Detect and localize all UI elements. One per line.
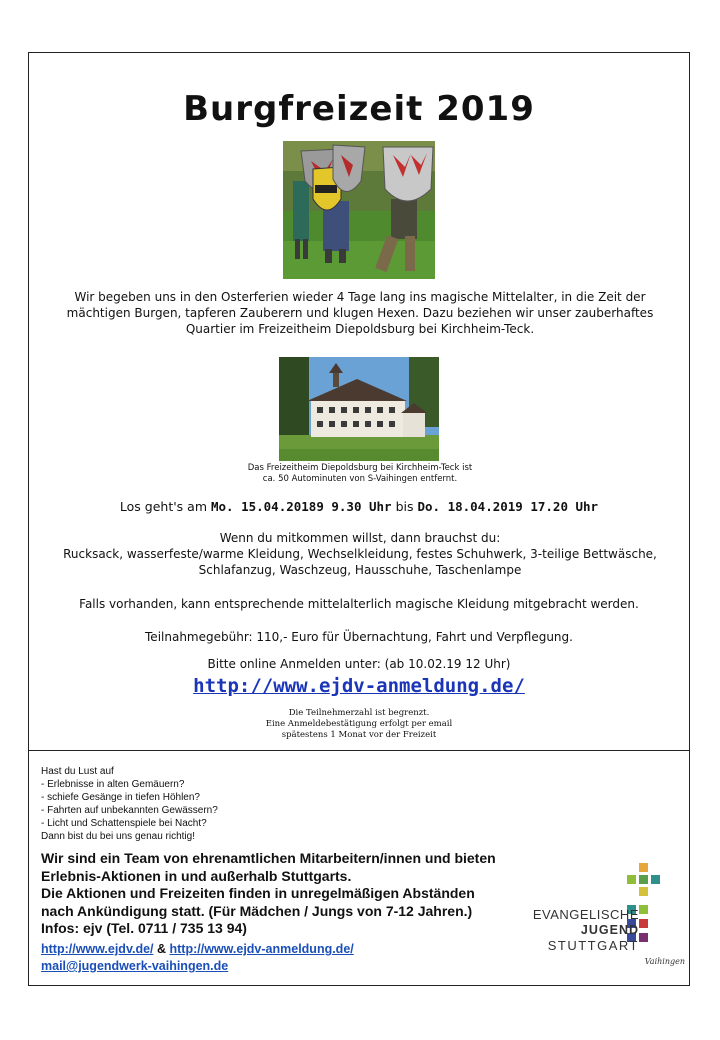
logo-square	[639, 933, 648, 942]
teaser-list	[41, 765, 371, 843]
packing-line: Wenn du mitkommen willst, dann brauchst du:	[219, 531, 501, 545]
end-date: Do. 18.04.2019 17.20 Uhr	[417, 499, 599, 514]
signup-note: Bitte online Anmelden unter: (ab 10.02.19 12 Uhr)	[207, 657, 511, 671]
dates-prefix: Los geht's am	[119, 499, 211, 514]
building-photo	[279, 357, 439, 461]
logo-square	[639, 919, 648, 928]
teaser-line: - Licht und Schattenspiele bei Nacht?	[41, 818, 207, 829]
limit-line: Eine Anmeldebestätigung erfolgt per email	[265, 719, 453, 729]
ejs-logo	[517, 863, 687, 975]
caption-line: Das Freizeitheim Diepoldsburg bei Kirchheim-Teck ist	[247, 463, 473, 473]
limit-note	[29, 708, 689, 741]
knights-photo	[283, 141, 435, 279]
logo-line: EVANGELISCHE	[532, 907, 639, 922]
building-photo-image	[279, 357, 439, 461]
logo-square	[627, 875, 636, 884]
photo-caption	[189, 463, 531, 485]
packing-line: Schlafanzug, Waschzeug, Hausschuhe, Taschenlampe	[198, 563, 522, 577]
participation-fee: Teilnahmegebühr: 110,- Euro für Übernachtung, Fahrt und Verpflegung.	[145, 630, 573, 644]
team-line: Infos: ejv (Tel. 0711 / 735 13 94)	[41, 920, 247, 936]
intro-line: Wir begeben uns in den Osterferien wieder 4 Tage lang ins magische Mittelalter, in die Zeit der	[74, 290, 646, 304]
packing-list	[39, 530, 681, 578]
flyer-frame	[28, 52, 690, 986]
intro-text	[49, 289, 671, 337]
knights-photo-image	[283, 141, 435, 279]
registration-link[interactable]: http://www.ejdv-anmeldung.de/	[169, 942, 354, 956]
signup-link[interactable]: http://www.ejdv-anmeldung.de/	[193, 675, 525, 697]
teaser-line: - Fahrten auf unbekannten Gewässern?	[41, 805, 218, 816]
logo-square	[651, 875, 660, 884]
dates-middle: bis	[391, 499, 418, 514]
packing-line: Rucksack, wasserfeste/warme Kleidung, Wechselkleidung, festes Schuhwerk, 3-teilige Bettwäsche,	[63, 547, 657, 561]
caption-line: ca. 50 Autominuten von S-Vaihingen entfernt.	[262, 474, 458, 484]
flyer-title: Burgfreizeit 2019	[183, 89, 535, 129]
section-divider	[29, 750, 689, 751]
limit-line: Die Teilnehmerzahl ist begrenzt.	[288, 708, 430, 718]
intro-line: Quartier im Freizeitheim Diepoldsburg bei Kirchheim-Teck.	[185, 322, 535, 336]
team-line: nach Ankündigung statt. (Für Mädchen / Jungs von 7-12 Jahren.)	[41, 902, 473, 919]
logo-square	[639, 905, 648, 914]
team-line: Die Aktionen und Freizeiten finden in unregelmäßigen Abständen	[41, 885, 475, 901]
intro-line: mächtigen Burgen, tapferen Zauberern und klugen Hexen. Dazu beziehen wir unser zauberhaftes	[66, 306, 654, 320]
team-line: Wir sind ein Team von ehrenamtlichen Mitarbeitern/innen und bieten	[41, 850, 496, 866]
teaser-line: - Erlebnisse in alten Gemäuern?	[41, 779, 185, 790]
teaser-line: Dann bist du bei uns genau richtig!	[41, 831, 195, 842]
contact-links	[41, 941, 521, 975]
team-line: Erlebnis-Aktionen in und außerhalb Stuttgarts.	[41, 867, 352, 884]
logo-square	[639, 887, 648, 896]
teaser-line: Hast du Lust auf	[41, 766, 114, 777]
link-separator: &	[153, 942, 170, 956]
website-link[interactable]: http://www.ejdv.de/	[41, 942, 154, 956]
logo-line: JUGEND	[580, 923, 639, 937]
email-link[interactable]: mail@jugendwerk-vaihingen.de	[41, 959, 229, 973]
optional-clothing-note: Falls vorhanden, kann entsprechende mittelalterlich magische Kleidung mitgebracht werden.	[79, 597, 639, 611]
start-date: Mo. 15.04.20189 9.30 Uhr	[210, 499, 392, 514]
logo-tag: Vaihingen	[644, 957, 685, 966]
event-dates	[29, 499, 689, 514]
logo-line: STUTTGART	[547, 938, 639, 953]
team-description	[41, 850, 531, 938]
limit-line: spätestens 1 Monat vor der Freizeit	[281, 730, 437, 740]
teaser-line: - schiefe Gesänge in tiefen Höhlen?	[41, 792, 200, 803]
logo-square	[639, 863, 648, 872]
logo-square	[639, 875, 648, 884]
